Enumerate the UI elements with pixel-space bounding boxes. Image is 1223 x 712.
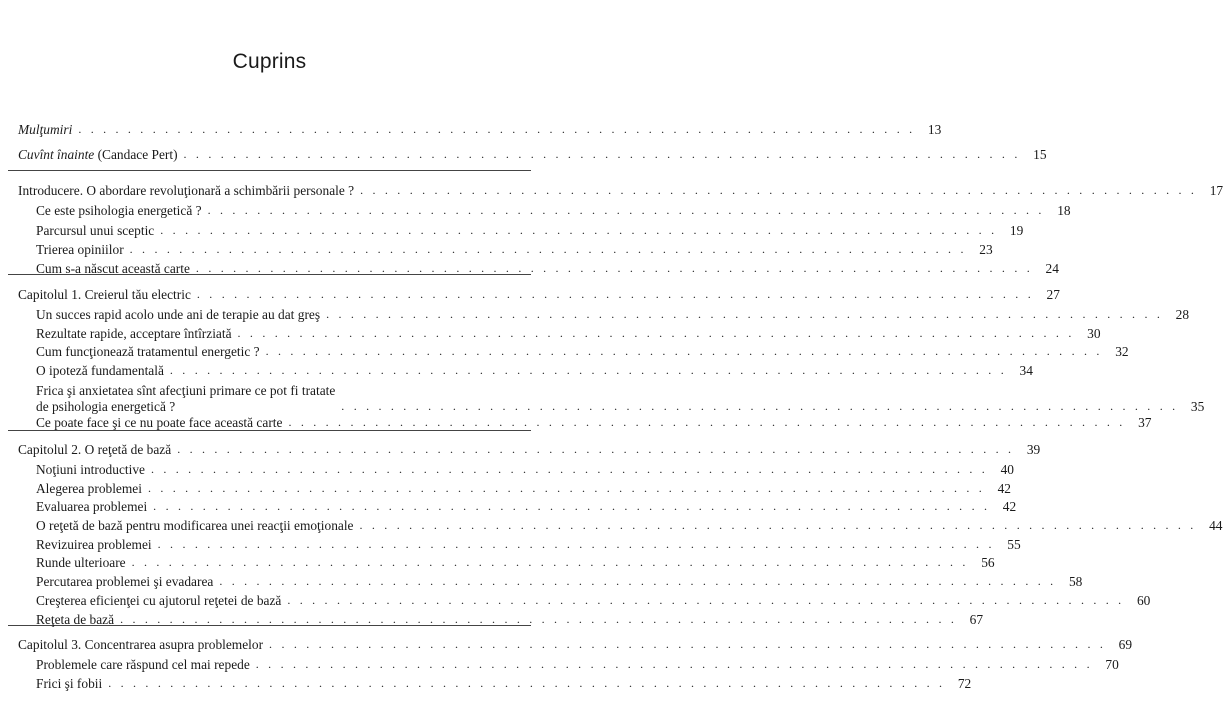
dot-leader: . . . . . . . . . . . . . . . . . . . . . . . . . . . . . . . . . . . . . . . . . . . . . . . . . . . . . . . . . . . . . . . . . . . . <box>237 326 1075 340</box>
toc-entry-title-text: Trierea opiniilor <box>36 242 124 257</box>
toc-entry[interactable] <box>36 674 972 692</box>
toc-entry-page-number: 23 <box>979 242 993 257</box>
toc-entry-title <box>36 499 147 515</box>
page-title: Cuprins <box>232 50 307 73</box>
toc-entry-title <box>36 537 152 553</box>
toc-entry[interactable] <box>36 460 1014 478</box>
toc-entry-title-text: Un succes rapid acolo unde ani de terapie au dat greş <box>36 307 321 322</box>
toc-entry[interactable] <box>36 259 1059 277</box>
toc-entry-title-text: Introducere. O abordare revoluţionară a schimbării personale ? <box>18 183 355 198</box>
toc-entry-title-text: Cum funcţionează tratamentul energetic ? <box>36 344 260 359</box>
toc-entry-title <box>18 147 178 163</box>
toc-entry-title-text: Capitolul 1. Creierul tău electric <box>18 287 191 302</box>
toc-entry-title-text: Capitolul 2. O reţetă de bază <box>18 442 172 457</box>
toc-entry[interactable] <box>18 120 942 138</box>
dot-leader: . . . . . . . . . . . . . . . . . . . . . . . . . . . . . . . . . . . . . . . . . . . . . . . . . . . . . . . . . . . . . . . . . . . . <box>150 462 988 476</box>
toc-entry[interactable] <box>18 181 1223 199</box>
toc-entry-title <box>36 481 142 497</box>
toc-entry-page-number: 17 <box>1209 183 1223 198</box>
toc-entry[interactable] <box>36 655 1119 673</box>
dot-leader: . . . . . . . . . . . . . . . . . . . . . . . . . . . . . . . . . . . . . . . . . . . . . . . . . . . . . . . . . . . . . . . . . . . . <box>255 657 1093 671</box>
toc-entry-title-text: Frici şi fobii <box>36 676 103 691</box>
toc-entry-title-text: Parcursul unui sceptic <box>36 223 155 238</box>
toc-entry[interactable] <box>36 572 1083 590</box>
toc-entry[interactable] <box>36 221 1024 239</box>
toc-entry-title <box>36 415 282 431</box>
toc-entry-page-number: 13 <box>927 122 942 137</box>
toc-entry-title-text: Rezultate rapide, acceptare întîrziată <box>36 326 232 341</box>
dot-leader: . . . . . . . . . . . . . . . . . . . . . . . . . . . . . . . . . . . . . . . . . . . . . . . . . . . . . . . . . . . . . . . . . . . . <box>183 147 1021 161</box>
toc-entry-title-line: Frica şi anxietatea sînt afecţiuni primare ce pot fi tratate <box>36 383 336 398</box>
toc-entry-page-number: 15 <box>1033 147 1047 162</box>
toc-entry-title <box>36 676 102 692</box>
toc-entry[interactable] <box>36 240 993 258</box>
dot-leader: . . . . . . . . . . . . . . . . . . . . . . . . . . . . . . . . . . . . . . . . . . . . . . . . . . . . . . . . . . . . . . . . . . . . <box>269 637 1107 651</box>
dot-leader: . . . . . . . . . . . . . . . . . . . . . . . . . . . . . . . . . . . . . . . . . . . . . . . . . . . . . . . . . . . . . . . . . . . . <box>129 242 967 256</box>
toc-entry-page-number: 69 <box>1118 637 1133 652</box>
dot-leader: . . . . . . . . . . . . . . . . . . . . . . . . . . . . . . . . . . . . . . . . . . . . . . . . . . . . . . . . . . . . . . . . . . . . <box>160 223 998 237</box>
toc-entry[interactable] <box>36 497 1017 515</box>
dot-leader: . . . . . . . . . . . . . . . . . . . . . . . . . . . . . . . . . . . . . . . . . . . . . . . . . . . . . . . . . . . . . . . . . . . . <box>287 593 1125 607</box>
toc-entry-title-text: Revizuirea problemei <box>36 537 152 552</box>
toc-entry-title-text: Alegerea problemei <box>36 481 142 496</box>
toc-entry-title-italic: Mulţumiri <box>18 122 73 137</box>
toc-entry-title-text: (Candace Pert) <box>94 147 178 162</box>
toc-entry-title <box>18 442 171 458</box>
toc-entry[interactable] <box>36 516 1223 534</box>
dot-leader: . . . . . . . . . . . . . . . . . . . . . . . . . . . . . . . . . . . . . . . . . . . . . . . . . . . . . . . . . . . . . . . . . . . . <box>120 612 958 626</box>
toc-entry-title <box>36 223 154 239</box>
dot-leader: . . . . . . . . . . . . . . . . . . . . . . . . . . . . . . . . . . . . . . . . . . . . . . . . . . . . . . . . . . . . . . . . . . . . <box>169 363 1007 377</box>
toc-entry-title <box>18 183 354 199</box>
toc-entry-title <box>36 383 335 415</box>
toc-entry-title <box>18 637 263 653</box>
toc-entry-page-number: 58 <box>1068 574 1083 589</box>
toc-entry[interactable] <box>36 201 1071 219</box>
dot-leader: . . . . . . . . . . . . . . . . . . . . . . . . . . . . . . . . . . . . . . . . . . . . . . . . . . . . . . . . . . . . . . . . . . . . <box>360 183 1198 197</box>
dot-leader: . . . . . . . . . . . . . . . . . . . . . . . . . . . . . . . . . . . . . . . . . . . . . . . . . . . . . . . . . . . . . . . . . . . . <box>131 555 969 569</box>
toc-entry-page-number: 70 <box>1105 657 1119 672</box>
dot-leader: . . . . . . . . . . . . . . . . . . . . . . . . . . . . . . . . . . . . . . . . . . . . . . . . . . . . . . . . . . . . . . . . . . . . <box>341 399 1179 413</box>
toc-entry-page-number: 19 <box>1009 223 1024 238</box>
toc-entry-page-number: 40 <box>1000 462 1014 477</box>
toc-entry[interactable] <box>36 553 995 571</box>
toc-entry[interactable] <box>18 285 1060 303</box>
toc-entry-page-number: 60 <box>1136 593 1151 608</box>
toc-entry-page-number: 18 <box>1057 203 1071 218</box>
toc-entry-page-number: 30 <box>1087 326 1101 341</box>
toc-entry[interactable] <box>36 379 1205 415</box>
toc-entry-title-text: O reţetă de bază pentru modificarea unei reacţii emoţionale <box>36 518 354 533</box>
toc-entry-title-line: de psihologia energetică ? <box>36 399 176 414</box>
toc-entry-title-italic: Cuvînt înainte <box>18 147 95 162</box>
toc-entry-page-number: 39 <box>1026 442 1041 457</box>
toc-entry-page-number: 67 <box>969 612 984 627</box>
toc-entry-title-text: Runde ulterioare <box>36 555 126 570</box>
toc-entry-title <box>36 242 124 258</box>
dot-leader: . . . . . . . . . . . . . . . . . . . . . . . . . . . . . . . . . . . . . . . . . . . . . . . . . . . . . . . . . . . . . . . . . . . . <box>153 499 991 513</box>
dot-leader: . . . . . . . . . . . . . . . . . . . . . . . . . . . . . . . . . . . . . . . . . . . . . . . . . . . . . . . . . . . . . . . . . . . . <box>157 537 995 551</box>
toc-entry-page-number: 42 <box>997 481 1011 496</box>
toc-entry[interactable] <box>18 145 1047 163</box>
toc-entry-title <box>18 287 191 303</box>
toc-entry-title <box>36 593 281 609</box>
toc-entry-title <box>36 555 126 571</box>
dot-leader: . . . . . . . . . . . . . . . . . . . . . . . . . . . . . . . . . . . . . . . . . . . . . . . . . . . . . . . . . . . . . . . . . . . . <box>195 261 1033 275</box>
dot-leader: . . . . . . . . . . . . . . . . . . . . . . . . . . . . . . . . . . . . . . . . . . . . . . . . . . . . . . . . . . . . . . . . . . . . <box>147 481 985 495</box>
toc-entry-title-text: Noţiuni introductive <box>36 462 145 477</box>
dot-leader: . . . . . . . . . . . . . . . . . . . . . . . . . . . . . . . . . . . . . . . . . . . . . . . . . . . . . . . . . . . . . . . . . . . . <box>359 518 1197 532</box>
toc-entry[interactable] <box>18 635 1133 653</box>
toc-entry-title-text: Ce este psihologia energetică ? <box>36 203 202 218</box>
toc-entry-title-text: Ce poate face şi ce nu poate face această carte <box>36 415 283 430</box>
toc-entry-page-number: 42 <box>1002 499 1017 514</box>
toc-entry-title-text: Evaluarea problemei <box>36 499 148 514</box>
dot-leader: . . . . . . . . . . . . . . . . . . . . . . . . . . . . . . . . . . . . . . . . . . . . . . . . . . . . . . . . . . . . . . . . . . . . <box>207 203 1045 217</box>
toc-entry[interactable] <box>36 535 1021 553</box>
toc-entry-title <box>36 203 202 219</box>
toc-entry-title <box>36 261 190 277</box>
toc-entry-title <box>36 326 232 342</box>
toc-entry-page-number: 34 <box>1019 363 1033 378</box>
dot-leader: . . . . . . . . . . . . . . . . . . . . . . . . . . . . . . . . . . . . . . . . . . . . . . . . . . . . . . . . . . . . . . . . . . . . <box>177 442 1015 456</box>
toc-entry-page-number: 27 <box>1046 287 1060 302</box>
toc-entry-page-number: 28 <box>1175 307 1190 322</box>
toc-entry[interactable] <box>18 440 1041 458</box>
dot-leader: . . . . . . . . . . . . . . . . . . . . . . . . . . . . . . . . . . . . . . . . . . . . . . . . . . . . . . . . . . . . . . . . . . . . <box>196 287 1034 301</box>
toc-entry-title-text: Capitolul 3. Concentrarea asupra problemelor <box>18 637 264 652</box>
dot-leader: . . . . . . . . . . . . . . . . . . . . . . . . . . . . . . . . . . . . . . . . . . . . . . . . . . . . . . . . . . . . . . . . . . . . <box>326 307 1164 321</box>
toc-entry-page-number: 37 <box>1138 415 1152 430</box>
toc-entry-title <box>36 657 250 673</box>
toc-entry[interactable] <box>36 324 1101 342</box>
toc-entry-page-number: 55 <box>1007 537 1021 552</box>
dot-leader: . . . . . . . . . . . . . . . . . . . . . . . . . . . . . . . . . . . . . . . . . . . . . . . . . . . . . . . . . . . . . . . . . . . . <box>78 122 916 136</box>
toc-entry-title <box>36 574 213 590</box>
dot-leader: . . . . . . . . . . . . . . . . . . . . . . . . . . . . . . . . . . . . . . . . . . . . . . . . . . . . . . . . . . . . . . . . . . . . <box>108 676 946 690</box>
toc-entry-page-number: 56 <box>981 555 995 570</box>
toc-entry-page-number: 32 <box>1115 344 1129 359</box>
toc-entry-title <box>36 344 260 360</box>
toc-entry[interactable] <box>36 305 1190 323</box>
toc-entry-title <box>36 462 145 478</box>
toc-entry-title-text: Creşterea eficienţei cu ajutorul reţetei de bază <box>36 593 282 608</box>
toc-entry-page-number: 44 <box>1209 518 1223 533</box>
toc-entry-title-text: O ipoteză fundamentală <box>36 363 164 378</box>
toc-entry[interactable] <box>36 591 1151 609</box>
section-divider <box>8 170 531 171</box>
toc-entry-page-number: 24 <box>1045 261 1059 276</box>
toc-entry[interactable] <box>36 342 1129 360</box>
toc-entry-title-text: Problemele care răspund cel mai repede <box>36 657 250 672</box>
toc-entry-page-number: 72 <box>957 676 972 691</box>
toc-entry[interactable] <box>36 479 1011 497</box>
toc-entry-title-text: Reţeta de bază <box>36 612 115 627</box>
toc-entry-title <box>36 363 164 379</box>
toc-entry-title <box>18 122 72 138</box>
dot-leader: . . . . . . . . . . . . . . . . . . . . . . . . . . . . . . . . . . . . . . . . . . . . . . . . . . . . . . . . . . . . . . . . . . . . <box>265 344 1103 358</box>
toc-entry-page-number: 35 <box>1190 399 1205 414</box>
toc-entry-title <box>36 612 114 628</box>
toc-entry[interactable] <box>36 413 1152 431</box>
dot-leader: . . . . . . . . . . . . . . . . . . . . . . . . . . . . . . . . . . . . . . . . . . . . . . . . . . . . . . . . . . . . . . . . . . . . <box>288 415 1126 429</box>
toc-entry-title <box>36 307 320 323</box>
dot-leader: . . . . . . . . . . . . . . . . . . . . . . . . . . . . . . . . . . . . . . . . . . . . . . . . . . . . . . . . . . . . . . . . . . . . <box>219 574 1057 588</box>
toc-entry-title-text: Percutarea problemei şi evadarea <box>36 574 214 589</box>
toc-entry[interactable] <box>36 361 1033 379</box>
toc-entry[interactable] <box>36 610 984 628</box>
toc-entry-title-text: Cum s-a născut această carte <box>36 261 190 276</box>
toc-entry-title <box>36 518 354 534</box>
